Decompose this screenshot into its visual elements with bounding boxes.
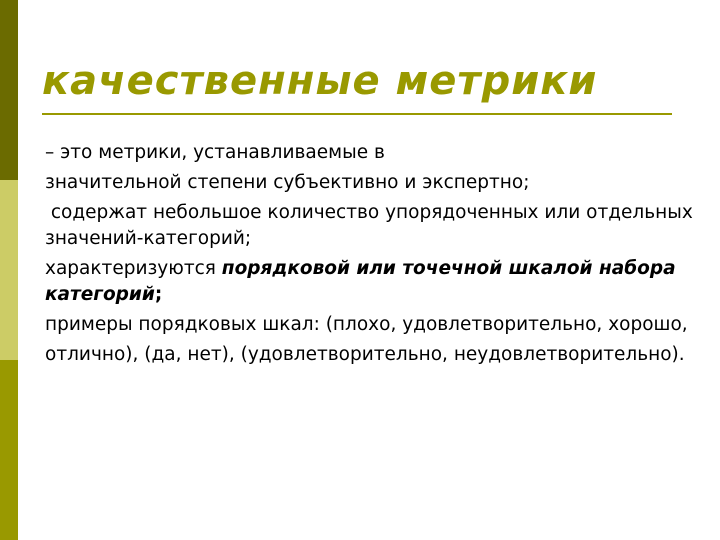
title-underline: [42, 113, 672, 115]
side-bar-bottom: [0, 360, 18, 540]
slide-title: качественные метрики: [42, 58, 598, 104]
paragraph-examples: примеры порядковых шкал: (плохо, удовлетворительно, хорошо,: [45, 314, 688, 335]
slide-body: [45, 140, 705, 372]
paragraph-contains: содержат небольшое количество упорядоченных или отдельных значений-категорий;: [45, 202, 699, 249]
characterized-emphasis: порядковой или точечной шкалой набора категорий: [45, 258, 676, 305]
characterized-lead: характеризуются: [45, 258, 222, 279]
side-bar-top: [0, 0, 18, 180]
side-bar-middle: [0, 180, 18, 360]
characterized-tail: ;: [154, 284, 163, 305]
paragraph-subjective: значительной степени субъективно и экспертно;: [45, 172, 530, 193]
paragraph-characterized: [45, 256, 705, 308]
paragraph-definition: – это метрики, устанавливаемые в: [45, 142, 385, 163]
paragraph-examples-continued: отлично), (да, нет), (удовлетворительно, неудовлетворительно).: [45, 344, 685, 365]
